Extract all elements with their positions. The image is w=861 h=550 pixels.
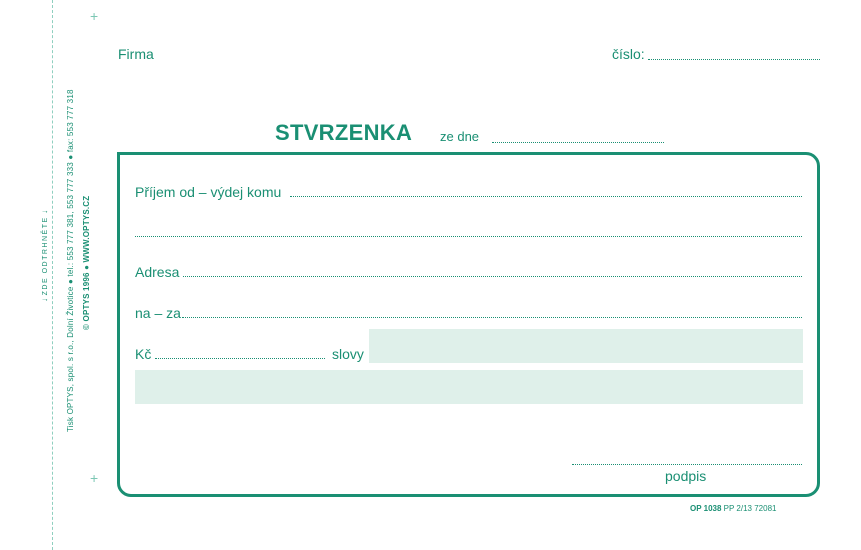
adresa-field[interactable] [183,276,802,277]
podpis-label: podpis [665,468,707,484]
adresa-label: Adresa [135,264,180,280]
kc-field[interactable] [155,358,325,359]
document-title: STVRZENKA [275,120,413,145]
kc-label: Kč [135,346,152,362]
slovy-label: slovy [332,346,364,362]
slovy-field[interactable] [369,329,803,363]
cislo-field[interactable] [648,59,820,60]
arrow-down-icon: ↓ [40,297,49,302]
tear-instruction: ↓ ZDE ODTRHNĚTE ↓ [40,209,49,302]
cislo-label: číslo: [612,46,645,62]
copyright-info: © OPTYS 1996 ● WWW.OPTYS.CZ [82,195,91,330]
printer-info: Tisk OPTYS, spol. s r.o., Dolní Životice ● tel.: 553 777 381, 553 777 333 ● fax: 553 777 318 [66,89,75,432]
tear-line [52,0,53,550]
registration-mark: + [90,470,99,486]
firma-label: Firma [118,46,154,62]
slovy-field-line2[interactable] [135,370,803,404]
naza-field[interactable] [182,317,802,318]
form-code: OP 1038 PP 2/13 72081 [690,504,777,513]
prijem-field[interactable] [290,196,802,197]
form-box [117,152,820,497]
arrow-down-icon: ↓ [40,209,49,214]
date-label: ze dne [440,129,480,144]
prijem-label: Příjem od – výdej komu [135,184,282,200]
date-field[interactable] [492,142,664,143]
podpis-field[interactable] [572,464,802,465]
prijem-field-line2[interactable] [135,236,802,237]
naza-label: na – za [135,305,181,321]
registration-mark: + [90,8,99,24]
